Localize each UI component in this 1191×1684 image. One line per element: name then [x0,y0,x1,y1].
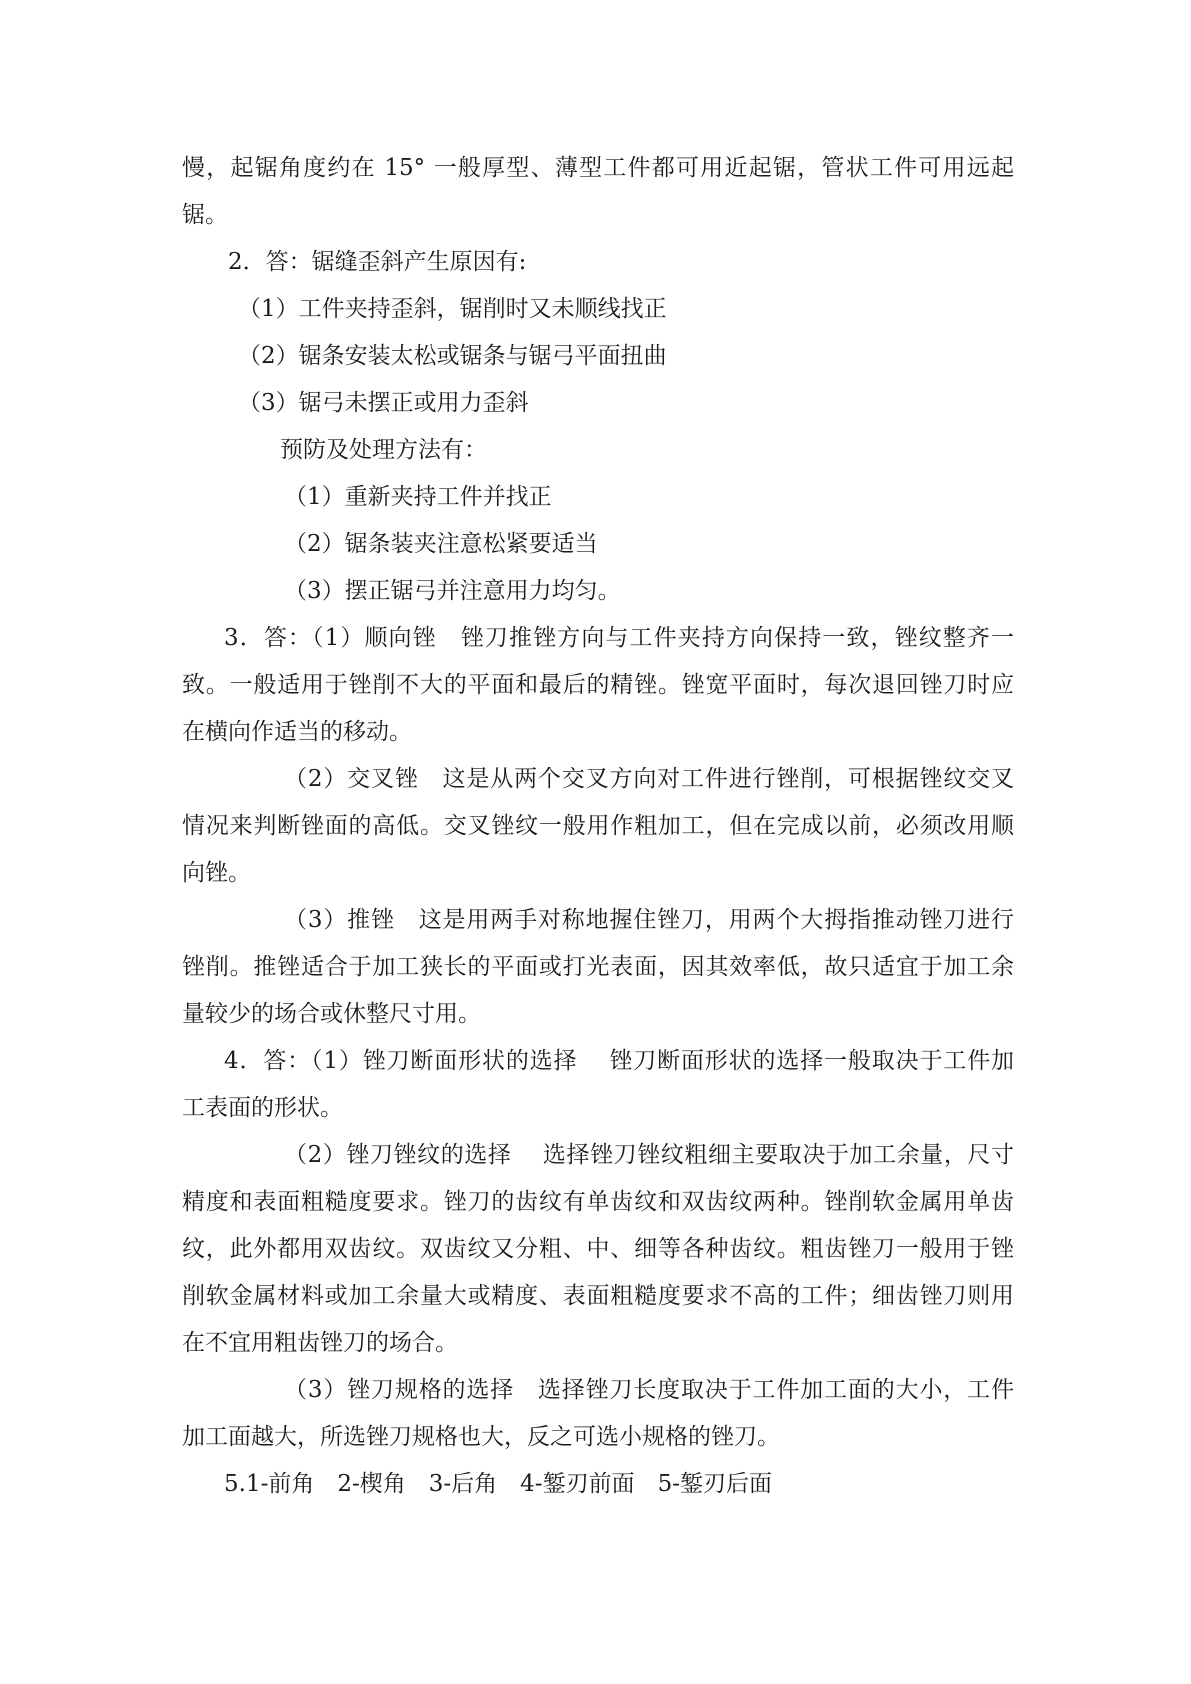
text-line-15: 情况来判断锉面的高低。交叉锉纹一般用作粗加工，但在完成以前，必须改用顺 [182,813,1014,839]
text-line-19: 量较少的场合或休整尺寸用。 [182,1001,481,1027]
text-line-6: （3）锯弓未摆正或用力歪斜 [238,390,529,416]
text-line-25: 削软金属材料或加工余量大或精度、表面粗糙度要求不高的工件；细齿锉刀则用 [182,1283,1014,1309]
text-line-7: 预防及处理方法有： [280,437,487,463]
text-line-9: （2）锯条装夹注意松紧要适当 [284,531,598,557]
text-line-26: 在不宜用粗齿锉刀的场合。 [182,1330,458,1356]
text-line-21: 工表面的形状。 [182,1095,343,1121]
text-line-12: 致。一般适用于锉削不大的平面和最后的精锉。锉宽平面时，每次退回锉刀时应 [182,672,1014,698]
text-line-5: （2）锯条安装太松或锯条与锯弓平面扭曲 [238,343,667,369]
text-line-23: 精度和表面粗糙度要求。锉刀的齿纹有单齿纹和双齿纹两种。锉削软金属用单齿 [182,1189,1014,1215]
text-line-3: 2．答：锯缝歪斜产生原因有: [228,249,527,275]
text-line-16: 向锉。 [182,860,251,886]
text-line-29: 5.1-前角 2-楔角 3-后角 4-錾刃前面 5-錾刃后面 [224,1471,772,1497]
text-line-18: 锉削。推锉适合于加工狭长的平面或打光表面，因其效率低，故只适宜于加工余 [182,954,1014,980]
text-line-8: （1）重新夹持工件并找正 [284,484,552,510]
text-line-14: （2）交叉锉 这是从两个交叉方向对工件进行锉削，可根据锉纹交叉 [284,766,1014,792]
text-line-2: 锯。 [182,202,228,228]
text-line-22: （2）锉刀锉纹的选择 选择锉刀锉纹粗细主要取决于加工余量，尺寸 [284,1142,1014,1168]
text-line-27: （3）锉刀规格的选择 选择锉刀长度取决于工件加工面的大小，工件 [284,1377,1014,1403]
text-line-28: 加工面越大，所选锉刀规格也大，反之可选小规格的锉刀。 [182,1424,780,1450]
text-line-1: 慢，起锯角度约在 15° 一般厚型、薄型工件都可用近起锯，管状工件可用远起 [182,155,1014,181]
text-line-4: （1）工件夹持歪斜，锯削时又未顺线找正 [238,296,667,322]
text-line-11: 3．答：（1）顺向锉 锉刀推锉方向与工件夹持方向保持一致，锉纹整齐一 [224,625,1014,651]
text-line-17: （3）推锉 这是用两手对称地握住锉刀，用两个大拇指推动锉刀进行 [284,907,1014,933]
text-line-24: 纹，此外都用双齿纹。双齿纹又分粗、中、细等各种齿纹。粗齿锉刀一般用于锉 [182,1236,1014,1262]
text-line-10: （3）摆正锯弓并注意用力均匀。 [284,578,621,604]
text-line-20: 4．答：（1）锉刀断面形状的选择 锉刀断面形状的选择一般取决于工件加 [224,1048,1014,1074]
text-line-13: 在横向作适当的移动。 [182,719,412,745]
